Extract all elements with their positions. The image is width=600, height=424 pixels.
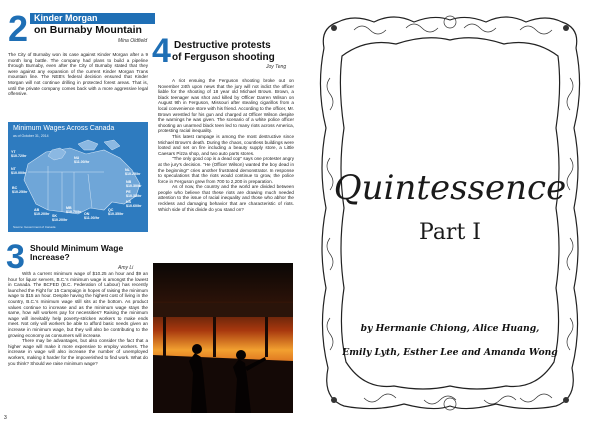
wage-mb: MB $10.70/hr <box>66 206 82 214</box>
wage-on: ON $11.00/hr <box>84 212 100 220</box>
minimum-wage-map <box>8 122 148 232</box>
article-4-paragraph-4: As of now, the country and the world are divided between people who believe that these riots are drawing much needed attention to the issue of racial inequality and those who abhor the reckless and damaging behavior that are characteristic of riots. Which side of this divide do you stand on? <box>158 184 294 212</box>
article-2-body: The City of Burnaby won its case against Kinder Morgan after a 9 month long battle. The company had plans to build a pipeline through Burnaby, even after the City of Burnaby stated that they were against any expansion of the current Kinder Morgan Trans mountain line. The NEB's federal decision ensured that Kinder Morgan will not continue drilling in protected forest areas. That is, until the private company comes back with a more aggressive legal offensive. <box>8 52 148 97</box>
wage-ns: NS $10.60/hr <box>126 200 142 208</box>
wage-bc: BC $10.25/hr <box>12 186 28 194</box>
article-4-paragraph-2: This latest rampage is among the most destructive since Michael Brown's death. During the chaos, countless buildings were looted and set on fire including a beauty supply store, a Little Caesars Pizza shop, and two auto parts stores. <box>158 133 294 156</box>
canada-map-shape <box>8 122 148 232</box>
wage-nl: NL $10.25/hr <box>125 168 141 176</box>
article-4-paragraph-3: "The only good cop is a dead cop" says one protester angry at the jury's decision. "He (Officer Wilson) wanted the boy dead in the beginning!" cries another frustrated demonstrator. In response to speculations that the riots would continue to grow, the police force in Ferguson grew from 700 to 2,200 in preparation. <box>158 156 294 184</box>
article-3-paragraph-1: With a current minimum wage of $10.25 an hour and $9 an hour for liquor servers, B.C.'s minimum wage is amongst the lowest in Canada. The BCFED (B.C. Federation of Labour) has recently launched the Fight for 15 Campaign in hopes of raising the minimum wage to $15 an hour. Despite having the highest cost of living in the country, B.C.'s minimum wage still sits at the bottom. As product values continue to increase and as the minimum wage stays the same, how will workers pay for necessities? Raising the minimum wage will inevitably help poverty-stricken workers to make ends meet. Not only will workers be able to afford basic needs given an increase in minimum wage, but they will also be contributing to the growing economy as consumers will increase. <box>8 271 148 338</box>
article-4-paragraph-1: A riot ensuing the Ferguson shooting broke out on November 24th upon news that the jury will not indict the officer liable for the shooting of 18 year old Michael Brown. Brown, a black teenager was shot and killed by Officer Darren Wilson on August 9th in Ferguson, Missouri after stealing cigarillos from a local convenience store with his friend. According to the officer, Mr. Brown wrestled for his gun and charged at Officer Wilson despite the warnings he was given. The scenario of a white police officer shooting an unarmed black teen led to many riots across America, protesting racial inequality. <box>158 78 294 134</box>
article-4-title-line-1: Destructive protests <box>174 40 271 51</box>
map-subtitle: as of October 31, 2014 <box>13 134 49 138</box>
map-title: Minimum Wages Across Canada <box>13 125 115 132</box>
title-page <box>300 0 600 424</box>
wage-pe: PE $10.35/hr <box>126 190 142 198</box>
article-4-author: Joy Teng <box>266 64 287 70</box>
article-4-number: 4 <box>152 32 171 70</box>
article-3-number: 3 <box>6 238 25 276</box>
article-3-paragraph-2: There may be advantages, but also consider the fact that a higher wage will make it more expensive to employ workers. The increase in wage will also increase the number of unemployed workers, making it harder for the impoverished to find work. What do you think? Should we raise minimum wage? <box>8 338 148 366</box>
article-2-author: Mina Oldfield <box>118 38 148 44</box>
article-4-body <box>158 78 294 212</box>
story-part: Part I <box>419 220 481 245</box>
wage-sk: SK $10.20/hr <box>52 214 68 222</box>
page-number: 3 <box>4 415 7 421</box>
article-2-title: on Burnaby Mountain <box>34 24 142 36</box>
article-2-number: 2 <box>8 8 29 49</box>
authors-line-2: Emily Lyth, Esther Lee and Amanda Wong <box>342 347 558 358</box>
article-3-body <box>8 271 148 366</box>
story-title: Quintessence <box>333 168 567 208</box>
wage-ab: AB $10.20/hr <box>34 208 50 216</box>
authors-line-1: by Hermanie Chiong, Alice Huang, <box>360 323 540 334</box>
riot-fire-silhouettes <box>153 263 293 413</box>
map-source: Source: Government of Canada <box>13 225 56 229</box>
riot-fire-photo <box>153 263 293 413</box>
article-4-title-line-2: of Ferguson shooting <box>172 52 275 63</box>
article-3-title: Should Minimum Wage Increase? <box>30 243 124 263</box>
wage-nu: NU $11.00/hr <box>74 156 90 164</box>
article-3-author: Amy Li <box>118 265 134 271</box>
wage-yt: YT $10.72/hr <box>11 150 27 158</box>
wage-nt: NT $10.00/hr <box>11 167 27 175</box>
article-2-banner: Kinder Morgan <box>30 13 155 24</box>
wage-qc: QC $10.35/hr <box>108 208 124 216</box>
wage-nb: NB $10.30/hr <box>126 180 142 188</box>
